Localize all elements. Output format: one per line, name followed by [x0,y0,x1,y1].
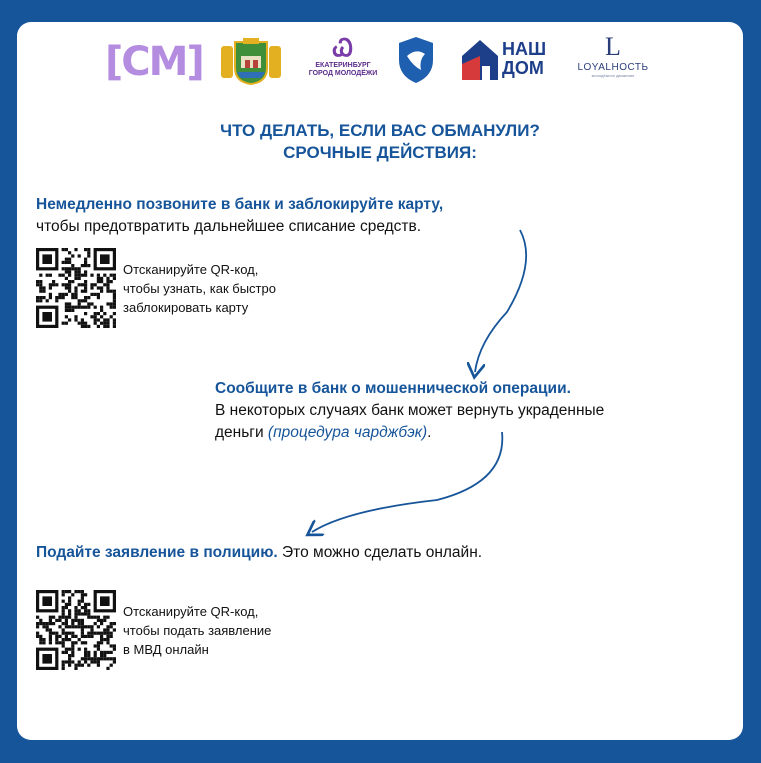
nash-dom-line1: НАШ [502,39,547,59]
step-2-text-prefix: деньги [215,424,268,441]
step-3-heading: Подайте заявление в полицию. [36,544,278,561]
flow-arrows [17,22,743,740]
title-line-1: ЧТО ДЕЛАТЬ, ЕСЛИ ВАС ОБМАНУЛИ? [220,121,540,140]
title-line-2: СРОЧНЫЕ ДЕЙСТВИЯ: [283,143,477,162]
qr-2-caption-line2: чтобы подать заявление [123,623,272,638]
qr-2-caption-line3: в МВД онлайн [123,642,209,657]
loyalnost-name: LOYALНОСТЬ [577,62,649,73]
step-1-heading: Немедленно позвоните в банк и заблокируйте карту, [36,196,444,213]
qr-1-caption-line3: заблокировать карту [123,300,249,315]
qr-1-caption-line1: Отсканируйте QR-код, [123,262,259,277]
qr-2-caption-line1: Отсканируйте QR-код, [123,604,259,619]
arrow-2-icon [312,432,502,532]
loyalnost-subtitle: молодёжное движение [591,73,635,78]
nash-dom-line2: ДОМ [502,58,544,78]
ekb-logo-line1: ЕКАТЕРИНБУРГ [315,62,371,69]
step-2-heading: Сообщите в банк о мошеннической операции. [215,380,571,397]
sm-logo: [СМ] [105,39,203,85]
ekb-logo-line2: ГОРОД МОЛОДЁЖИ [308,70,378,77]
step-2-text-line1: В некоторых случаях банк может вернуть украденные [215,402,605,419]
step-2-text-end: . [427,424,432,441]
loyalnost-mark: L [605,32,621,61]
qr-1-caption-line2: чтобы узнать, как быстро [123,281,276,296]
arrow-1-icon [475,230,526,372]
step-3-text: Это можно сделать онлайн. [277,544,483,561]
step-1-text: чтобы предотвратить дальнейшее списание средств. [36,218,422,235]
chargeback-note: (процедура чарджбэк) [267,424,428,441]
info-card [17,22,743,740]
ekb-mark-icon: Ꮗ [332,35,354,62]
